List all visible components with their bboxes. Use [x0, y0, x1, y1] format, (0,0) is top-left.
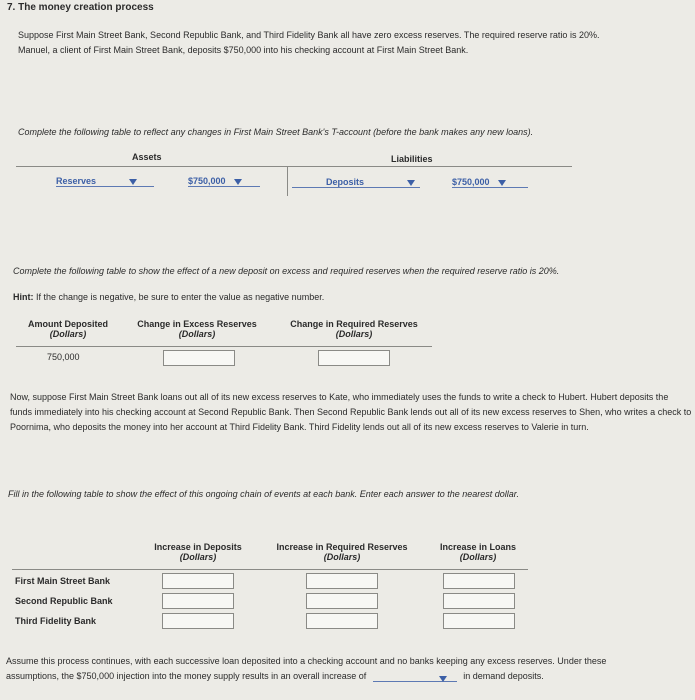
excess-reserves-header: [127, 319, 267, 339]
t-account-divider: [287, 166, 288, 196]
conclusion-line-2: [6, 669, 692, 684]
chevron-down-icon: [498, 180, 506, 186]
second-republic-loans-input[interactable]: [443, 593, 515, 609]
second-republic-required-input[interactable]: [306, 593, 378, 609]
hint-text: If the change is negative, be sure to enter the value as negative number.: [36, 292, 325, 302]
assets-header: Assets: [132, 152, 162, 162]
third-fidelity-loans-input[interactable]: [443, 613, 515, 629]
reserves-table-rule: [16, 346, 432, 347]
deposits-increase-header-line1: Increase in Deposits: [154, 542, 242, 552]
second-republic-deposits-input[interactable]: [162, 593, 234, 609]
page-title: 7. The money creation process: [7, 2, 154, 13]
required-reserves-header: [279, 319, 429, 339]
loans-increase-header-line1: Increase in Loans: [439, 542, 517, 552]
third-fidelity-deposits-input[interactable]: [162, 613, 234, 629]
reserves-value: $750,000: [188, 176, 226, 186]
deposits-dropdown[interactable]: [292, 177, 420, 188]
deposits-increase-header-line2: (Dollars): [179, 552, 217, 562]
t-account-instruction: Complete the following table to reflect any changes in First Main Street Bank's T-account (before the bank makes any new loans).: [18, 127, 534, 137]
row-label-second-republic: Second Republic Bank: [15, 596, 113, 606]
loans-increase-header: [430, 542, 526, 562]
deposits-label: Deposits: [326, 177, 365, 187]
reserves-dropdown[interactable]: [56, 176, 154, 187]
row-label-third-fidelity: Third Fidelity Bank: [15, 616, 97, 626]
chain-paragraph: Now, suppose First Main Street Bank loans out all of its new excess reserves to Kate, who immediately uses the funds to write a check to Hubert. Hubert deposits the funds immediately into his checking account at Second Republic Bank. Then Second Republic Bank lends out all of its new excess reserves to Shen, who writes a check to Poornima, who deposits the money into her account at Third Fidelity Bank. Third Fidelity lends out all of its new excess reserves to Valerie in turn.: [10, 392, 692, 432]
chevron-down-icon: [129, 179, 137, 185]
excess-reserves-input[interactable]: [163, 350, 235, 366]
first-main-required-input[interactable]: [306, 573, 378, 589]
chain-table-rule: [12, 569, 528, 570]
deposits-value: $750,000: [452, 177, 490, 187]
chevron-down-icon: [234, 179, 242, 185]
excess-reserves-header-line2: (Dollars): [178, 329, 216, 339]
conclusion: [6, 654, 692, 684]
amount-deposited-header: [20, 319, 116, 339]
hint: [13, 292, 324, 302]
loans-increase-header-line2: (Dollars): [459, 552, 497, 562]
conclusion-line-1: Assume this process continues, with each successive loan deposited into a checking account and no banks keeping any excess reserves. Under these: [6, 656, 607, 666]
intro-line-2: Manuel, a client of First Main Street Bank, deposits $750,000 into his checking account at First Main Street Bank.: [18, 45, 469, 55]
reserves-label: Reserves: [56, 176, 97, 186]
deposits-value-dropdown[interactable]: [452, 177, 528, 188]
conclusion-text-3: in demand deposits.: [463, 671, 544, 681]
amount-deposited-header-line2: (Dollars): [49, 329, 87, 339]
chain-instruction: Fill in the following table to show the effect of this ongoing chain of events at each bank. Enter each answer to the nearest dollar.: [8, 489, 519, 499]
first-main-deposits-input[interactable]: [162, 573, 234, 589]
intro-line-1: Suppose First Main Street Bank, Second Republic Bank, and Third Fidelity Bank all have zero excess reserves. The required reserve ratio is 20%.: [18, 30, 600, 40]
chevron-down-icon: [439, 676, 447, 682]
excess-reserves-header-line1: Change in Excess Reserves: [137, 319, 257, 329]
amount-deposited-header-line1: Amount Deposited: [28, 319, 108, 329]
deposits-increase-header: [143, 542, 253, 562]
first-main-loans-input[interactable]: [443, 573, 515, 589]
chevron-down-icon: [407, 180, 415, 186]
required-reserves-header-line2: (Dollars): [335, 329, 373, 339]
reserves-instruction: Complete the following table to show the effect of a new deposit on excess and required reserves when the required reserve ratio is 20%.: [13, 266, 560, 276]
intro-text: [18, 28, 688, 58]
hint-label: Hint:: [13, 292, 34, 302]
required-reserves-input[interactable]: [318, 350, 390, 366]
liabilities-header: Liabilities: [391, 154, 433, 164]
amount-deposited-value: 750,000: [47, 352, 80, 362]
t-account-top-rule: [16, 166, 572, 167]
reserves-value-dropdown[interactable]: [188, 176, 260, 187]
required-increase-header-line2: (Dollars): [323, 552, 361, 562]
conclusion-text-2: assumptions, the $750,000 injection into the money supply results in an overall increase of: [6, 671, 367, 681]
required-increase-header-line1: Increase in Required Reserves: [276, 542, 408, 552]
required-increase-header: [262, 542, 422, 562]
row-label-first-main: First Main Street Bank: [15, 576, 111, 586]
required-reserves-header-line1: Change in Required Reserves: [290, 319, 418, 329]
third-fidelity-required-input[interactable]: [306, 613, 378, 629]
overall-increase-dropdown[interactable]: [373, 671, 457, 682]
